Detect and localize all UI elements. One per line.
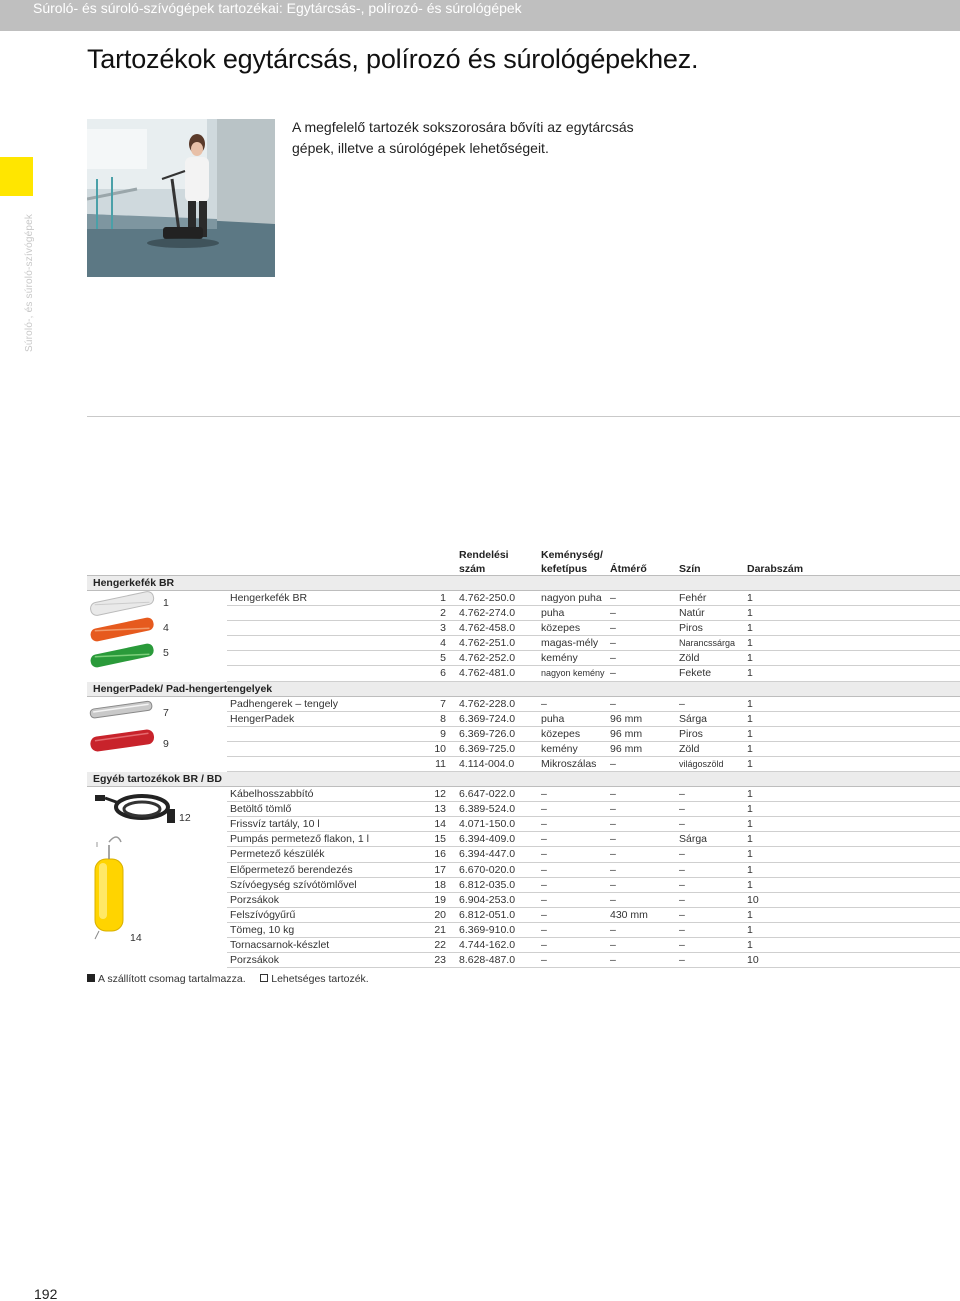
cell-diameter: 96 mm	[610, 727, 643, 740]
cell-quantity: 1	[747, 712, 753, 725]
cell-index: 15	[434, 833, 446, 846]
cell-diameter: –	[610, 637, 616, 650]
cell-name: Hengerkefék BR	[230, 592, 308, 604]
cell-name: Permetező készülék	[230, 848, 325, 861]
cell-index: 10	[434, 742, 446, 755]
table-row	[87, 847, 960, 862]
cell-color: Zöld	[679, 742, 700, 755]
cell-color: –	[679, 878, 685, 891]
table-row	[87, 953, 960, 968]
header-hardness	[541, 548, 603, 576]
cell-color: –	[679, 893, 685, 906]
cell-order-number: 6.369-725.0	[459, 742, 516, 755]
cell-index: 2	[440, 607, 446, 620]
cell-order-number: 6.369-724.0	[459, 712, 516, 725]
table-row	[87, 666, 960, 681]
table-row	[87, 802, 960, 817]
table-row	[87, 817, 960, 832]
cell-quantity: 1	[747, 818, 753, 831]
cell-diameter: –	[610, 788, 616, 801]
cell-name: Tömeg, 10 kg	[230, 923, 295, 936]
cell-index: 19	[434, 893, 446, 906]
group-pad-rollers	[87, 697, 960, 772]
cell-color: Narancssárga	[679, 638, 736, 649]
cell-name: Frissvíz tartály, 10 l	[230, 818, 320, 831]
cell-hardness: –	[541, 803, 547, 816]
callout-12: 12	[179, 812, 191, 825]
cell-quantity: 1	[747, 742, 753, 755]
cell-order-number: 6.670-020.0	[459, 863, 516, 876]
cell-index: 11	[435, 757, 446, 770]
cell-hardness: –	[541, 878, 547, 891]
cell-index: 22	[434, 938, 446, 951]
cell-diameter: –	[610, 697, 616, 710]
cell-index: 12	[434, 788, 446, 801]
cell-diameter: –	[610, 607, 616, 620]
cell-quantity: 1	[747, 652, 753, 665]
cell-color: Fekete	[679, 667, 712, 680]
footnote-optional: Lehetséges tartozék.	[271, 973, 369, 985]
rows-other-accessories	[87, 787, 960, 968]
cell-name: Padhengerek – tengely	[230, 697, 338, 710]
cell-index: 3	[440, 622, 446, 635]
cell-hardness: nagyon kemény	[541, 668, 605, 679]
table-row	[87, 863, 960, 878]
cell-name: HengerPadek	[230, 712, 295, 725]
cell-quantity: 10	[747, 893, 759, 906]
cell-quantity: 1	[747, 938, 753, 951]
cell-order-number: 4.762-252.0	[459, 652, 516, 665]
cell-diameter: –	[610, 818, 616, 831]
cell-diameter: –	[610, 833, 616, 846]
cell-quantity: 1	[747, 863, 753, 876]
cell-diameter: 96 mm	[610, 742, 643, 755]
cell-order-number: 6.369-910.0	[459, 923, 516, 936]
table-row	[87, 893, 960, 908]
group-other-accessories	[87, 787, 960, 968]
table-row	[87, 621, 960, 636]
cell-hardness: Mikroszálas	[541, 757, 597, 770]
footnote-included: A szállított csomag tartalmazza.	[98, 973, 246, 985]
cell-quantity: 1	[747, 923, 753, 936]
open-square-icon	[260, 974, 268, 982]
cell-hardness: –	[541, 893, 547, 906]
callout-4: 4	[163, 622, 169, 634]
header-diameter: Átmérő	[610, 563, 647, 575]
cell-color: –	[679, 908, 685, 921]
cell-diameter: –	[610, 878, 616, 891]
cell-color: Sárga	[679, 712, 708, 725]
cell-order-number: 8.628-487.0	[459, 954, 516, 967]
table-row	[87, 712, 960, 727]
cell-color: –	[679, 818, 685, 831]
section-tab-marker	[0, 157, 33, 196]
cell-color: Natúr	[679, 607, 705, 620]
cell-color: világoszöld	[679, 758, 724, 769]
section-other-accessories: Egyéb tartozékok BR / BD	[87, 772, 960, 787]
cell-index: 9	[440, 727, 446, 740]
cell-order-number: 4.762-228.0	[459, 697, 516, 710]
cell-name: Tornacsarnok-készlet	[230, 938, 330, 951]
cell-color: –	[679, 788, 685, 801]
cell-quantity: 1	[747, 592, 753, 604]
header-order-line2: szám	[459, 563, 486, 575]
callout-9: 9	[163, 737, 169, 750]
table-row	[87, 908, 960, 923]
cell-order-number: 6.389-524.0	[459, 803, 516, 816]
cell-color: Sárga	[679, 833, 708, 846]
callout-14: 14	[130, 932, 142, 945]
cell-order-number: 6.812-035.0	[459, 878, 516, 891]
table-row	[87, 591, 960, 606]
table-row	[87, 787, 960, 802]
cell-hardness: kemény	[541, 742, 578, 755]
cell-order-number: 4.762-251.0	[459, 637, 516, 650]
cell-quantity: 10	[747, 954, 759, 967]
cell-quantity: 1	[747, 667, 753, 680]
cell-order-number: 4.762-250.0	[459, 592, 516, 604]
cell-hardness: –	[541, 697, 547, 710]
cell-index: 8	[440, 712, 446, 725]
cell-order-number: 6.369-726.0	[459, 727, 516, 740]
table-row	[87, 651, 960, 666]
header-order	[459, 548, 509, 576]
cell-diameter: –	[610, 592, 616, 604]
cell-color: –	[679, 954, 685, 967]
filled-square-icon	[87, 974, 95, 982]
cell-index: 1	[440, 592, 446, 604]
cell-order-number: 6.904-253.0	[459, 893, 516, 906]
cell-hardness: nagyon puha	[541, 592, 602, 604]
cell-diameter: –	[610, 923, 616, 936]
cell-diameter: –	[610, 863, 616, 876]
top-bar	[0, 0, 960, 31]
cell-quantity: 1	[747, 848, 753, 861]
cell-diameter: –	[610, 667, 616, 680]
cell-diameter: 96 mm	[610, 712, 643, 725]
table-row	[87, 727, 960, 742]
cell-quantity: 1	[747, 878, 753, 891]
cell-hardness: –	[541, 833, 547, 846]
cell-hardness: –	[541, 908, 547, 921]
cell-index: 23	[434, 954, 446, 967]
header-order-line1: Rendelési	[459, 549, 509, 561]
cell-order-number: 4.762-458.0	[459, 622, 516, 635]
cell-index: 7	[440, 697, 446, 710]
cell-index: 18	[434, 878, 446, 891]
cell-index: 17	[434, 863, 446, 876]
cell-color: Fehér	[679, 592, 707, 604]
cell-order-number: 6.812-051.0	[459, 908, 516, 921]
callout-5: 5	[163, 647, 169, 659]
cell-color: –	[679, 938, 685, 951]
cell-diameter: –	[610, 893, 616, 906]
cell-quantity: 1	[747, 757, 753, 770]
group-roller-brushes	[87, 591, 960, 682]
section-roller-brushes: Hengerkefék BR	[87, 576, 960, 591]
cell-index: 6	[440, 667, 446, 680]
cell-color: –	[679, 848, 685, 861]
cell-index: 13	[434, 803, 446, 816]
cell-color: Piros	[679, 727, 703, 740]
cell-name: Kábelhosszabbító	[230, 788, 314, 801]
header-hardness-line1: Keménység/	[541, 549, 603, 561]
breadcrumb: Súroló- és súroló-szívógépek tartozékai: Egytárcsás-, polírozó- és súrológépek	[33, 0, 522, 16]
cell-diameter: –	[610, 954, 616, 967]
cell-name: Betöltő tömlő	[230, 803, 292, 816]
cell-index: 4	[440, 637, 446, 650]
table-header	[87, 546, 960, 576]
cell-order-number: 4.071-150.0	[459, 818, 516, 831]
page-number: 192	[34, 1286, 58, 1301]
section-pad-rollers: HengerPadek/ Pad-hengertengelyek	[87, 682, 960, 697]
table-row	[87, 742, 960, 757]
footnote	[87, 973, 369, 985]
accessories-table	[87, 546, 960, 968]
cell-hardness: –	[541, 788, 547, 801]
side-section-label: Súroló-, és súroló-szívógépek	[24, 213, 35, 352]
cell-hardness: –	[541, 818, 547, 831]
cell-quantity: 1	[747, 833, 753, 846]
cell-hardness: közepes	[541, 727, 581, 740]
cell-index: 5	[440, 652, 446, 665]
cell-order-number: 4.762-274.0	[459, 607, 516, 620]
cell-order-number: 6.394-447.0	[459, 848, 516, 861]
header-quantity: Darabszám	[747, 563, 804, 575]
cell-diameter: 430 mm	[610, 908, 648, 921]
cell-hardness: puha	[541, 712, 565, 725]
cell-name: Porzsákok	[230, 954, 280, 967]
cell-diameter: –	[610, 848, 616, 861]
cell-color: –	[679, 697, 685, 710]
cell-color: –	[679, 923, 685, 936]
callout-7: 7	[163, 706, 169, 719]
cell-order-number: 6.647-022.0	[459, 788, 516, 801]
cell-quantity: 1	[747, 697, 753, 710]
cell-index: 21	[434, 923, 446, 936]
cell-quantity: 1	[747, 727, 753, 740]
cell-diameter: –	[610, 757, 616, 770]
cell-name: Porzsákok	[230, 893, 280, 906]
table-row	[87, 832, 960, 847]
cell-index: 14	[434, 818, 446, 831]
rows-roller-brushes	[87, 591, 960, 682]
cell-order-number: 4.762-481.0	[459, 667, 516, 680]
header-hardness-line2: kefetípus	[541, 563, 588, 575]
divider	[87, 416, 960, 417]
page-title: Tartozékok egytárcsás, polírozó és súrológépekhez.	[87, 44, 699, 74]
cell-quantity: 1	[747, 803, 753, 816]
cell-quantity: 1	[747, 622, 753, 635]
table-row	[87, 757, 960, 772]
cell-diameter: –	[610, 938, 616, 951]
cell-index: 16	[434, 848, 446, 861]
table-row	[87, 636, 960, 651]
table-row	[87, 878, 960, 893]
cell-order-number: 6.394-409.0	[459, 833, 516, 846]
cell-quantity: 1	[747, 607, 753, 620]
cell-hardness: közepes	[541, 622, 581, 635]
cell-hardness: –	[541, 848, 547, 861]
callout-1: 1	[163, 597, 169, 609]
cell-hardness: –	[541, 954, 547, 967]
cell-name: Szívóegység szívótömlővel	[230, 878, 357, 891]
cell-quantity: 1	[747, 908, 753, 921]
cell-diameter: –	[610, 803, 616, 816]
cell-quantity: 1	[747, 788, 753, 801]
cell-color: Piros	[679, 622, 703, 635]
cell-hardness: –	[541, 938, 547, 951]
cell-hardness: puha	[541, 607, 565, 620]
cell-name: Pumpás permetező flakon, 1 l	[230, 833, 369, 846]
cell-hardness: kemény	[541, 652, 578, 665]
cell-quantity: 1	[747, 637, 753, 650]
intro-text: A megfelelő tartozék sokszorosára bővíti az egytárcsás gépek, illetve a súrológépek lehetőségeit.	[292, 119, 634, 156]
cell-name: Felszívógyűrű	[230, 908, 296, 921]
header-color: Szín	[679, 563, 701, 575]
table-row	[87, 606, 960, 621]
cell-diameter: –	[610, 652, 616, 665]
cell-color: –	[679, 803, 685, 816]
cell-diameter: –	[610, 622, 616, 635]
cell-index: 20	[434, 908, 446, 921]
cell-color: Zöld	[679, 652, 700, 665]
cell-name: Előpermetező berendezés	[230, 863, 353, 876]
cell-order-number: 4.114-004.0	[459, 757, 515, 770]
cell-hardness: magas-mély	[541, 637, 599, 650]
table-row	[87, 938, 960, 953]
cell-hardness: –	[541, 923, 547, 936]
cell-color: –	[679, 863, 685, 876]
hero-photo	[87, 119, 275, 277]
cell-hardness: –	[541, 863, 547, 876]
table-row	[87, 923, 960, 938]
cell-order-number: 4.744-162.0	[459, 938, 516, 951]
rows-pad-rollers	[87, 697, 960, 772]
table-row	[87, 697, 960, 712]
